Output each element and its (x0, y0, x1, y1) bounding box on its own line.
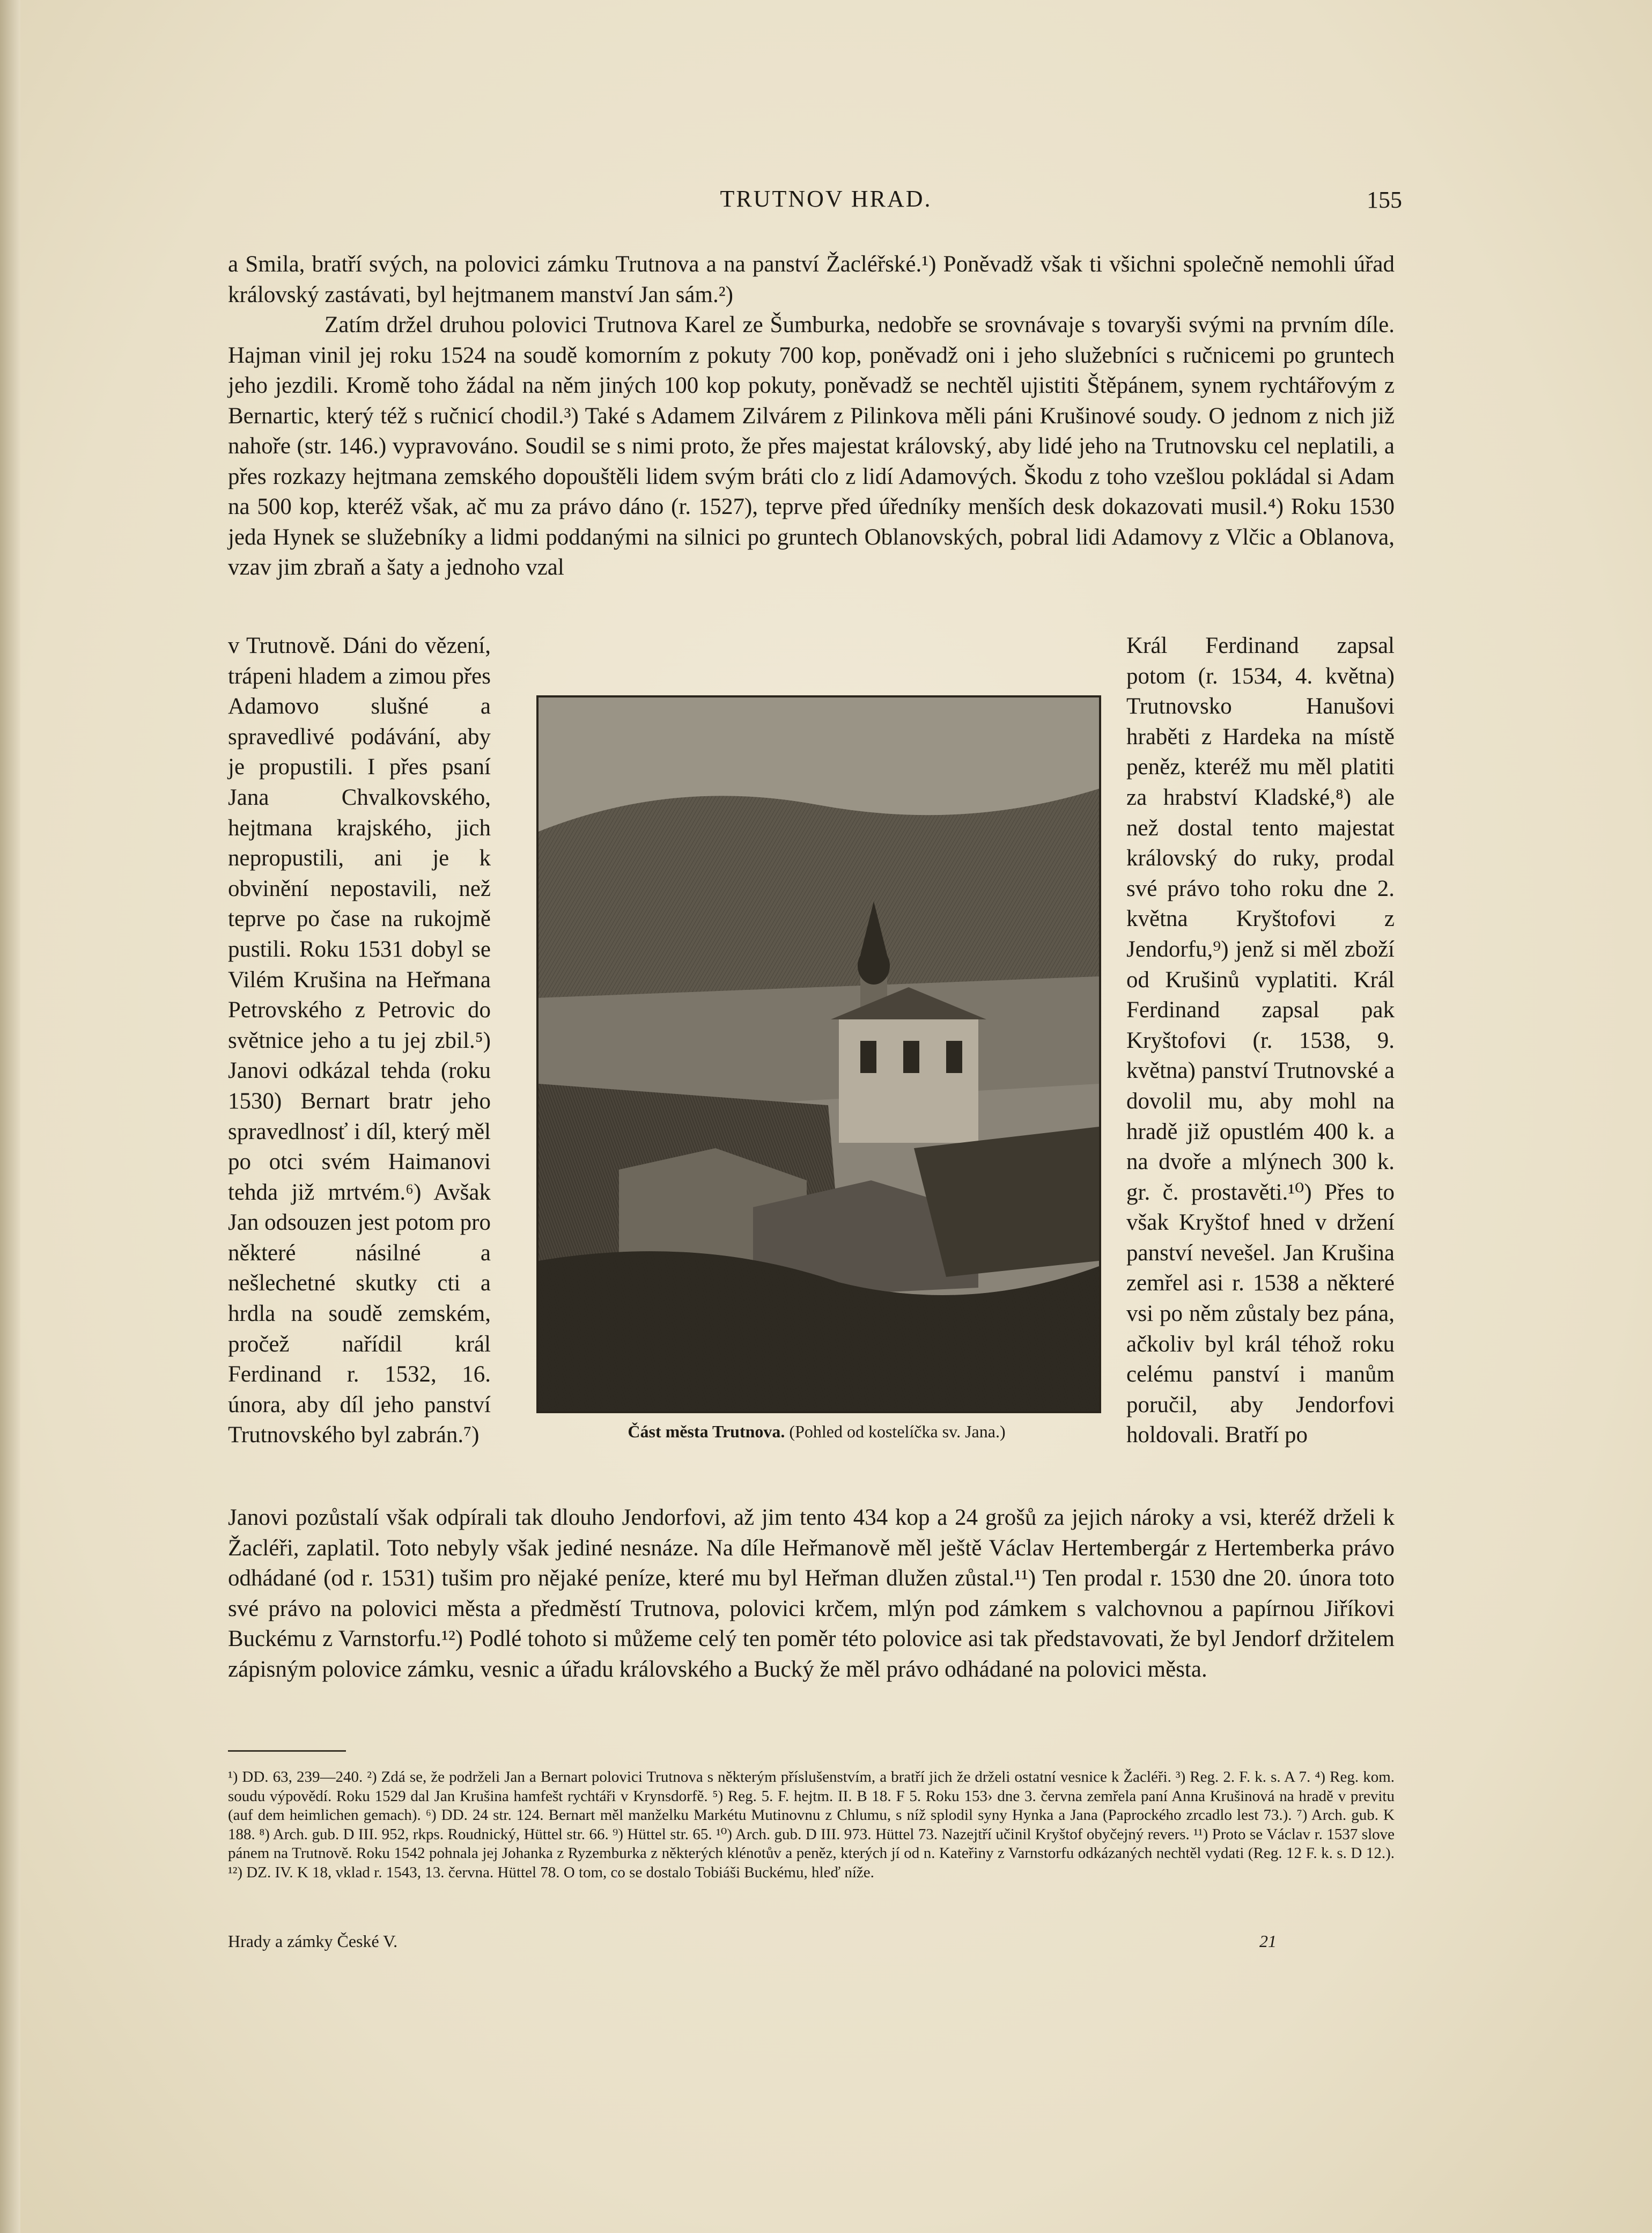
signature-line: Hrady a zámky České V. (228, 1931, 398, 1951)
running-header: TRUTNOV HRAD. (720, 186, 932, 212)
footnote-divider (228, 1750, 346, 1752)
left-column-paragraph: v Trutnově. Dáni do vězení, trápeni hladem a zimou přes Adamovo slušné a spravedlivé podávání, aby je propustili. I přes psaní Jana Chvalkovského, hejtmana krajského, jich nepropustili, ani je k obvinění nepostavili, než teprve po čase na rukojmě pustili. Roku 1531 dobyl se Vilém Krušina na Heřmana Petrovského z Petrovic do světnice jeho a tu jej zbil.⁵) Janovi odkázal tehda (roku 1530) Bernart bratr jeho spravedlnosť i díl, který měl po otci svém Haimanovi tehda již mrtvém.⁶) Avšak Jan odsouzen jest potom pro některé násilné a nešlechetné skutky cti a hrdla na soudě zemském, pročež nařídil král Ferdinand r. 1532, 16. února, aby díl jeho panství Trutnovského byl zabrán.⁷) (228, 633, 491, 1448)
engraving-town-view (536, 695, 1101, 1413)
paragraph-2: Zatím držel druhou polovici Trutnova Karel ze Šumburka, nedobře se srovnávaje s tovaryši svými na prvním díle. Hajman vinil jej roku 1524 na soudě komorním z pokuty 700 kop, poněvadž oni i jeho služebníci s ručnicemi po gruntech jeho jezdili. Kromě toho žádal na něm jiných 100 kop pokuty, poněvadž se nechtěl ujistiti Štěpánem, synem rychtářovým z Bernartic, který též s ručnicí chodil.³) Také s Adamem Zilvárem z Pilinkova měli páni Krušinové soudy. O jednom z nich již nahoře (str. 146.) vypravováno. Soudil se s nimi proto, že přes majestat královský, aby lidé jeho na Trutnovsku cel neplatili, a přes rozkazy hejtmana zemského dopouštěli lidem svým bráti clo z lidí Adamových. Škodu z toho vzešlou pokládal si Adam na 500 kop, kteréž však, ač mu za právo dáno (r. 1527), teprve před úředníky menších desk dokazovati musil.⁴) Roku 1530 jeda Hynek se služebníky a lidmi poddanými na silnici po gruntech Oblanovských, pobral lidi Adamovy z Vlčic a Oblanova, vzav jim zbraň a šaty a jednoho vzal (228, 312, 1395, 580)
bottom-paragraph: Janovi pozůstalí však odpírali tak dlouho Jendorfovi, až jim tento 434 kop a 24 grošů za jejich nároky a vsi, kteréž drželi k Žacléři, zaplatil. Toto nebyly však jediné nesnáze. Na díle Heřmanově měl ještě Václav Hertembergár z Hertemberka právo odhádané (od r. 1531) tušim pro nějaké peníze, které mu byl Heřman dlužen zůstal.¹¹) Ten prodal r. 1530 dne 20. února toto své právo na polovici města a předměstí Trutnova, polovici krčem, mlýn pod zámkem s valchovnou a papírnou Jiříkovi Buckému z Varnstorfu.¹²) Podlé tohoto si můžeme celý ten poměr této polovice asi tak představovati, že byl Jendorf držitelem zápisným polovice zámku, vesnic a úřadu královského a Bucký že měl právo odhádané na polovici města. (228, 1505, 1395, 1682)
signature-mark: 21 (1259, 1931, 1277, 1951)
right-column-paragraph: Král Ferdinand zapsal potom (r. 1534, 4. května) Trutnovsko Hanušovi hraběti z Hardeka na místě peněz, kteréž mu měl platiti za hrabství Kladské,⁸) ale než dostal tento majestat královský do ruky, prodal své právo toho roku dne 2. května Kryštofovi z Jendorfu,⁹) jenž si měl zboží od Krušinů vyplatiti. Král Ferdinand zapsal pak Kryštofovi (r. 1538, 9. května) panství Trutnovské a dovolil mu, aby mohl na hradě již opustlém 400 k. a na dvoře a mlýnech 300 k. gr. č. prostavěti.¹⁰) Přes to však Kryštof hned v držení panství nevešel. Jan Krušina zemřel asi r. 1538 a některé vsi po něm zůstaly bez pána, ačkoliv byl král téhož roku celému panství i manům poručil, aby Jendorfovi holdovali. Bratří po (1126, 633, 1395, 1448)
footnotes: ¹) DD. 63, 239—240. ²) Zdá se, že podrželi Jan a Bernart polovici Trutnova s některým příslušenstvím, a bratří jich že drželi ostatní vesnice k Žacléři. ³) Reg. 2. F. k. s. A 7. ⁴) Reg. kom. soudu výpovědí. Roku 1529 dal Jan Krušina hamfešt rychtáři v Krynsdorfě. ⁵) Reg. 5. F. hejtm. II. B 18. F 5. Roku 153› dne 3. června zemřela paní Anna Krušinová na hradě v previtu (auf dem heimlichen gemach). ⁶) DD. 24 str. 124. Bernart měl manželku Markétu Mutinovnu z Chlumu, s níž splodil syny Hynka a Jana (Paprockého zrcadlo lest 73.). ⁷) Arch. gub. K 188. ⁸) Arch. gub. D III. 952, rkps. Roudnický, Hüttel str. 66. ⁹) Hüttel str. 65. ¹⁰) Arch. gub. D III. 973. Hüttel 73. Nazejtří učinil Kryštof obyčejný revers. ¹¹) Proto se Václav r. 1537 slove pánem na Trutnově. Roku 1542 pohnala jej Johanka z Ryzemburka z některých klénotův a peněz, kterých jí od n. Kateřiny z Varnstorfu odkázaných nechtěl vydati (Reg. 12 F. k. s. D 12.). ¹²) DZ. IV. K 18, vklad r. 1543, 13. června. Hüttel 78. O tom, co se dostalo Tobiáši Buckému, hleď níže. (228, 1768, 1395, 1881)
paragraph-1: a Smila, bratří svých, na polovici zámku Trutnova a na panství Žacléřské.¹) Poněvadž však ti všichni společně nemohli úřad královský zastávati, byl hejtmanem manství Jan sám.²) (228, 252, 1395, 307)
body-text-right-column (1126, 631, 1395, 1451)
body-text-bottom (228, 1503, 1395, 1685)
page-binding-edge (0, 0, 20, 2233)
caption-title: Část města Trutnova. (628, 1422, 785, 1441)
body-text-left-column (228, 631, 491, 1451)
page-number: 155 (1367, 187, 1402, 213)
caption-description: (Pohled od kostelíčka sv. Jana.) (785, 1422, 1006, 1441)
figure-caption (515, 1422, 1118, 1442)
body-text-top (228, 249, 1395, 583)
engraving-illustration (539, 697, 1099, 1411)
